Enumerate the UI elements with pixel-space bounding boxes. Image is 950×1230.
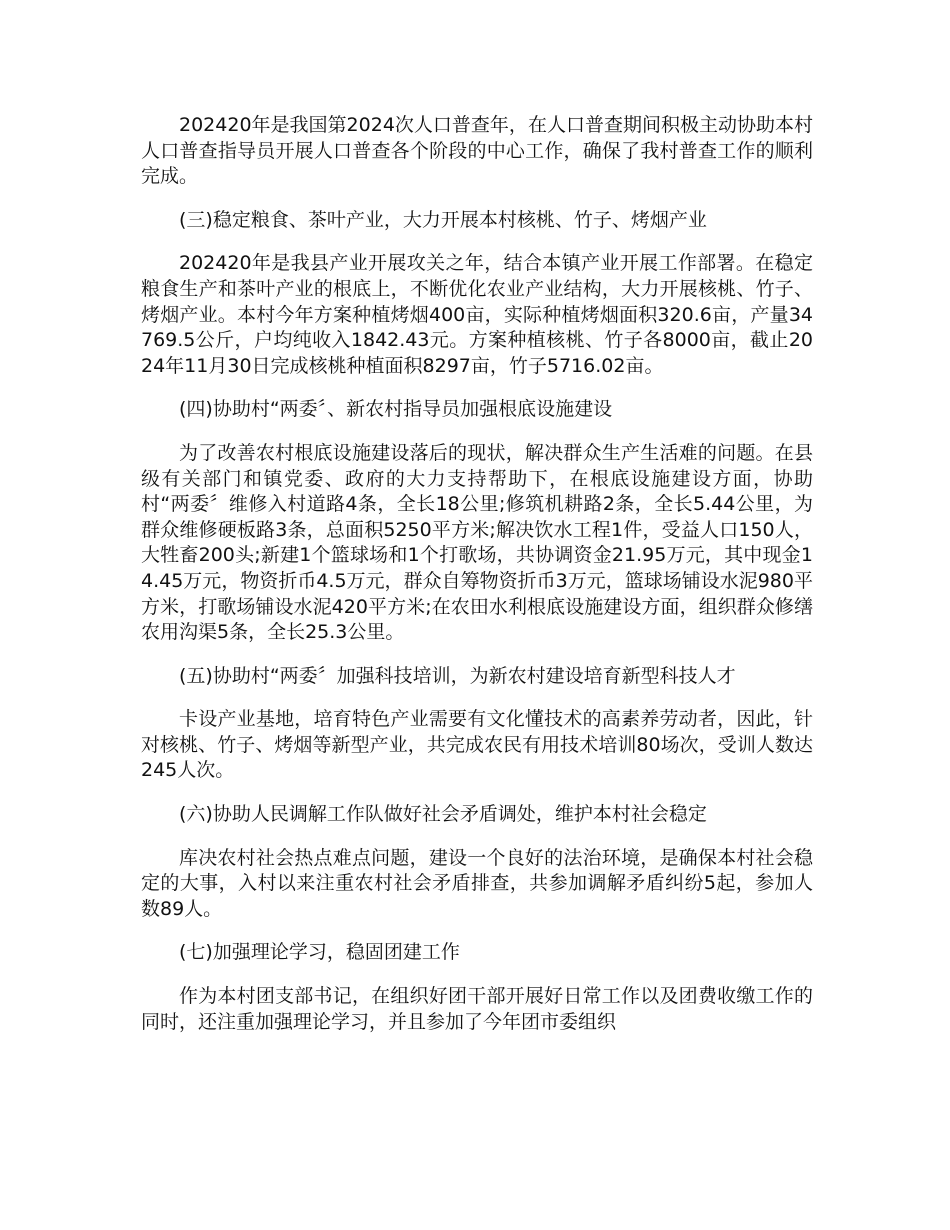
paragraph-league-work: 作为本村团支部书记，在组织好团干部开展好日常工作以及团费收缴工作的同时，还注重加强理论学习，并且参加了今年团市委组织 (141, 985, 813, 1033)
heading-section-3: (三)稳定粮食、茶叶产业，大力开展本村核桃、竹子、烤烟产业 (179, 208, 707, 231)
paragraph-infrastructure: 为了改善农村根底设施建设落后的现状，解决群众生产生活难的问题。在县级有关部门和镇党委、政府的大力支持帮助下，在根底设施建设方面，协助村“两委〞维修入村道路4条，全长18公里;修筑机耕路2条，全长5.44公里，为群众维修硬板路3条，总面积5250平方米;解决饮水工程1件，受益人口150人，大牲畜200头;新建1个篮球场和1个打歌场，共协调资金21.95万元，其中现金14.45万元，物资折币4.5万元，群众自筹物资折币3万元，篮球场铺设水泥980平方米，打歌场铺设水泥420平方米;在农田水利根底设施建设方面，组织群众修缮农用沟渠5条，全长25.3公里。 (141, 441, 813, 644)
paragraph-census: 202420年是我国第2024次人口普查年，在人口普查期间积极主动协助本村人口普查指导员开展人口普查各个阶段的中心工作，确保了我村普查工作的顺利完成。 (141, 114, 813, 188)
document-page (141, 113, 813, 1035)
heading-section-6: (六)协助人民调解工作队做好社会矛盾调处，维护本村社会稳定 (179, 803, 707, 826)
paragraph-industry: 202420年是我县产业开展攻关之年，结合本镇产业开展工作部署。在稳定粮食生产和茶叶产业的根底上，不断优化农业产业结构，大力开展核桃、竹子、烤烟产业。本村今年方案种植烤烟400亩，实际种植烤烟面积320.6亩，产量34769.5公斤，户均纯收入1842.43元。方案种植核桃、竹子各8000亩，截止2024年11月30日完成核桃种植面积8297亩，竹子5716.02亩。 (141, 252, 813, 377)
heading-section-4: (四)协助村“两委〞、新农村指导员加强根底设施建设 (179, 398, 613, 421)
heading-section-5: (五)协助村“两委〞加强科技培训，为新农村建设培育新型科技人才 (179, 664, 736, 687)
paragraph-training: 卡设产业基地，培育特色产业需要有文化懂技术的高素养劳动者，因此，针对核桃、竹子、烤烟等新型产业，共完成农民有用技术培训80场次，受训人数达245人次。 (141, 708, 813, 782)
paragraph-mediation: 库决农村社会热点难点问题，建设一个良好的法治环境，是确保本村社会稳定的大事，入村以来注重农村社会矛盾排查，共参加调解矛盾纠纷5起，参加人数89人。 (141, 846, 813, 920)
heading-section-7: (七)加强理论学习，稳固团建工作 (179, 941, 460, 964)
